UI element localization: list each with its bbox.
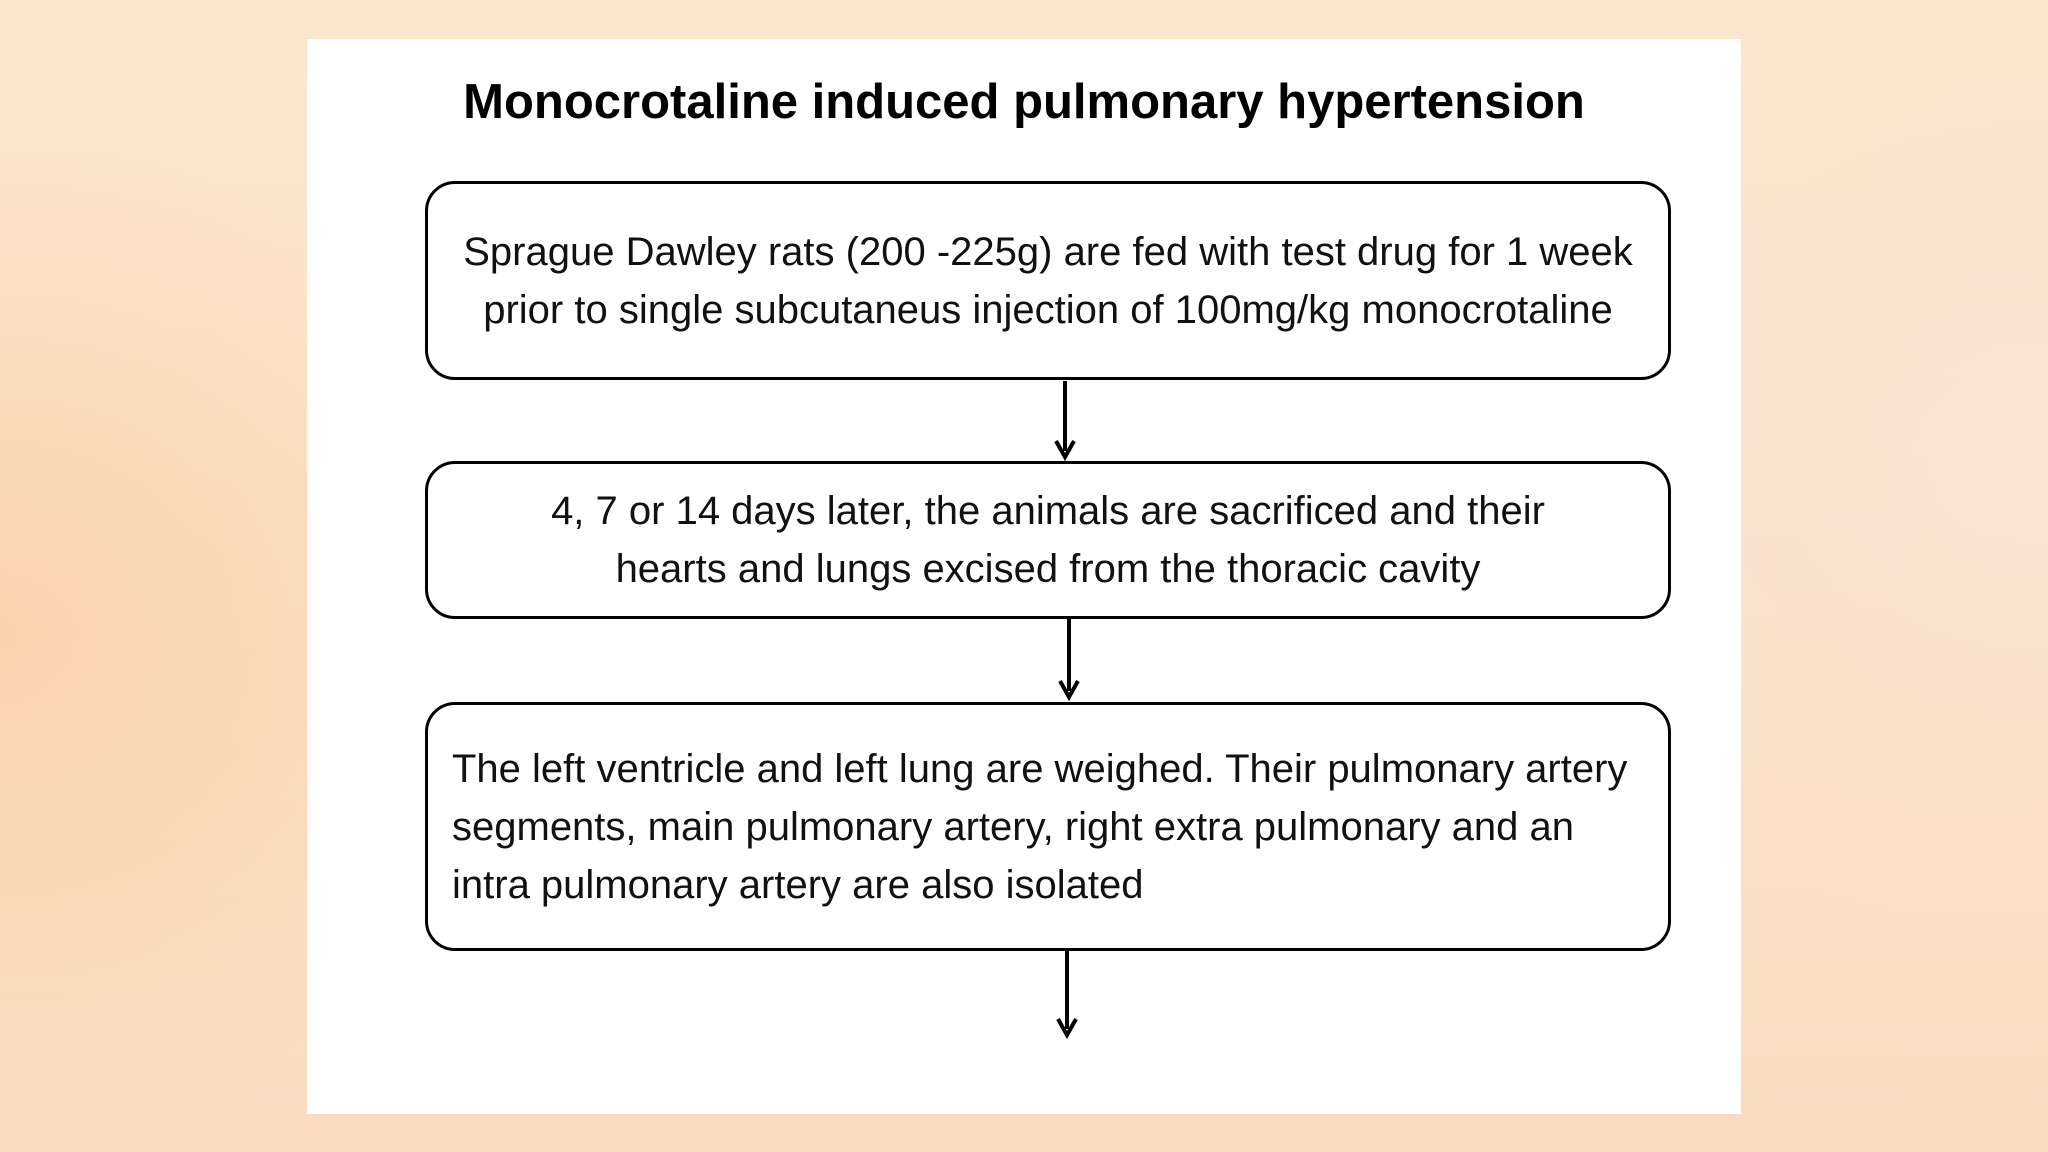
flow-step-3 (425, 702, 1671, 951)
flow-step-1 (425, 181, 1671, 380)
slide-title: Monocrotaline induced pulmonary hypertension (463, 75, 1585, 129)
flow-step-2 (425, 461, 1671, 619)
flow-step-3-text: The left ventricle and left lung are weighed. Their pulmonary artery segments, main pulmonary artery, right extra pulmonary and an intra pulmonary artery are also isolated (452, 746, 1628, 907)
arrow-1-to-2 (1056, 381, 1074, 457)
flow-step-1-text: Sprague Dawley rats (200 -225g) are fed with test drug for 1 week prior to single subcutaneus injection of 100mg/kg monocrotaline (463, 229, 1633, 332)
flow-step-2-text: 4, 7 or 14 days later, the animals are sacrificed and their hearts and lungs excised from the thoracic cavity (551, 489, 1545, 591)
arrow-2-to-3 (1060, 619, 1078, 697)
slide-panel (307, 39, 1741, 1114)
arrow-3-down (1058, 951, 1076, 1035)
